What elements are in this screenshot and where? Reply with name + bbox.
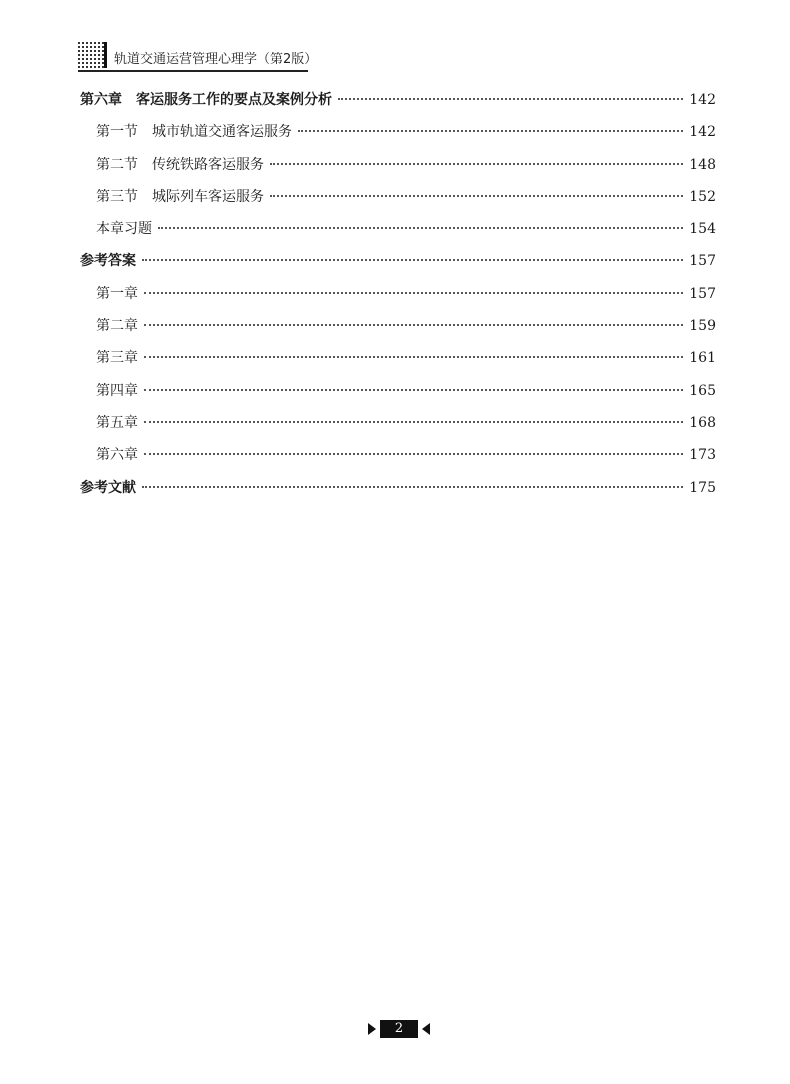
dot-leader [144,452,683,455]
toc-entry-page-number: 175 [689,479,716,496]
dot-leader [270,194,683,197]
toc-entry-page-number: 157 [689,285,716,302]
page-footer [368,1020,430,1038]
toc-entry-label: 第三章 [96,350,138,367]
table-of-contents [80,88,716,508]
dot-leader [142,258,683,261]
toc-entry-label: 第四章 [96,382,138,399]
toc-entry-page-number: 142 [689,92,716,108]
dot-leader [144,355,683,358]
toc-entry-label: 第三节 城际列车客运服务 [96,188,264,205]
left-pointing-arrow-icon [422,1023,430,1035]
toc-entry[interactable] [80,120,716,152]
toc-entry-page-number: 154 [689,221,716,238]
grid-logo-icon [78,42,104,68]
toc-entry[interactable] [80,282,716,314]
dot-leader [270,162,683,165]
dot-leader [158,226,683,229]
toc-entry-label: 本章习题 [96,221,152,238]
toc-entry[interactable] [80,379,716,411]
toc-entry-label: 第六章 [96,447,138,464]
toc-entry-page-number: 161 [689,350,716,367]
toc-entry-page-number: 152 [689,188,716,205]
dot-leader [298,129,683,132]
dot-leader [142,485,683,488]
running-header [78,40,318,72]
toc-entry-label: 第一节 城市轨道交通客运服务 [96,124,292,141]
book-title: 轨道交通运营管理心理学（第2版） [114,52,318,67]
toc-entry-page-number: 168 [689,414,716,431]
toc-entry-label: 第二章 [96,318,138,335]
toc-entry[interactable] [80,314,716,346]
dot-leader [144,420,683,423]
toc-entry[interactable] [80,443,716,475]
right-pointing-arrow-icon [368,1023,376,1035]
toc-entry-page-number: 173 [689,447,716,464]
header-rule [78,70,308,72]
toc-entry-page-number: 159 [689,318,716,335]
toc-entry[interactable] [80,346,716,378]
toc-entry-label: 第五章 [96,414,138,431]
toc-entry-label: 第六章 客运服务工作的要点及案例分析 [80,92,332,108]
toc-entry[interactable] [80,217,716,249]
toc-entry-page-number: 165 [689,382,716,399]
toc-entry[interactable] [80,88,716,120]
toc-entry-page-number: 157 [689,253,716,270]
toc-entry-label: 第二节 传统铁路客运服务 [96,156,264,173]
toc-entry[interactable] [80,249,716,281]
toc-entry[interactable] [80,411,716,443]
dot-leader [144,323,683,326]
toc-entry-label: 第一章 [96,285,138,302]
toc-entry-label: 参考文献 [80,479,136,496]
toc-entry-page-number: 148 [689,156,716,173]
toc-entry[interactable] [80,476,716,508]
toc-entry[interactable] [80,153,716,185]
toc-entry[interactable] [80,185,716,217]
page-number: 2 [380,1020,418,1038]
dot-leader [144,291,683,294]
dot-leader [338,97,683,100]
dot-leader [144,388,683,391]
toc-entry-page-number: 142 [689,124,716,141]
toc-entry-label: 参考答案 [80,253,136,270]
